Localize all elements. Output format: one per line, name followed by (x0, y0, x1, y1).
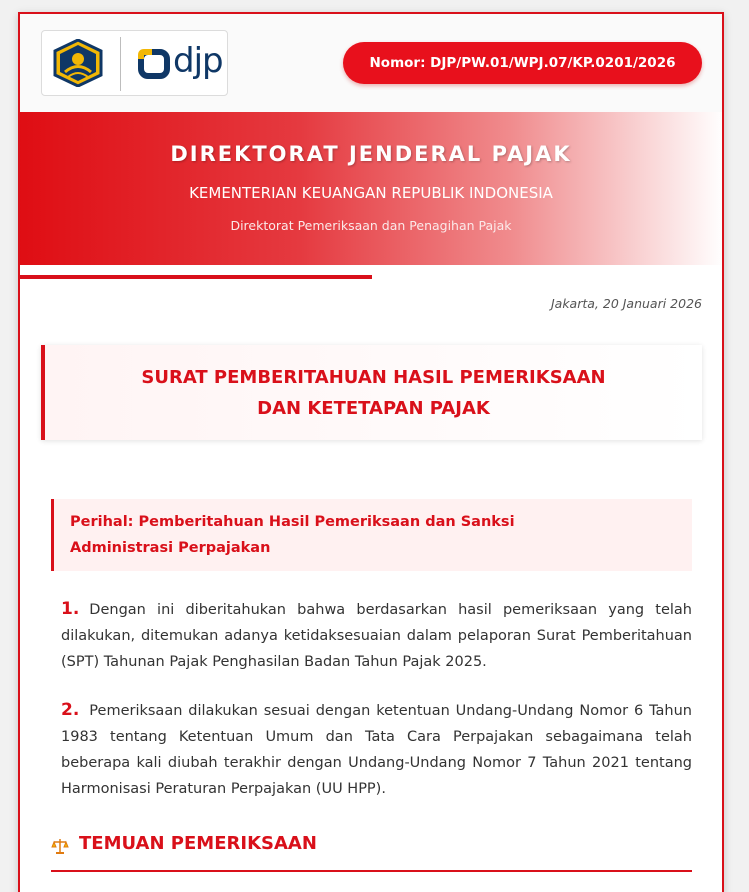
letter-date: Jakarta, 20 Januari 2026 (550, 296, 702, 311)
paragraph-1 (61, 596, 692, 675)
djp-mark-icon (138, 49, 170, 79)
accent-divider (20, 275, 372, 279)
perihal-box (51, 499, 692, 571)
section-heading-label: TEMUAN PEMERIKSAAN (79, 833, 317, 854)
paragraph-text: Dengan ini diberitahukan bahwa berdasarkan hasil pemeriksaan yang telah dilakukan, ditemukan adanya ketidaksesuaian dalam pelaporan Surat Pemberitahuan (SPT) Tahunan Pajak Penghasilan Badan Tahun Pajak 2025. (61, 602, 692, 670)
scales-icon (51, 837, 69, 855)
logo-box (41, 30, 228, 96)
banner-title: DIREKTORAT JENDERAL PAJAK (170, 142, 572, 166)
logo-divider (120, 37, 121, 91)
section-heading (51, 832, 692, 872)
letter-title-line1: SURAT PEMBERITAHUAN HASIL PEMERIKSAAN (141, 367, 606, 388)
letterhead-bar (20, 14, 722, 112)
paragraph-2 (61, 697, 692, 802)
letter-page (18, 12, 724, 892)
nomor-badge: Nomor: DJP/PW.01/WPJ.07/KP.0201/2026 (343, 42, 702, 84)
letter-title-line2: DAN KETETAPAN PAJAK (257, 398, 490, 419)
banner-subtitle: KEMENTERIAN KEUANGAN REPUBLIK INDONESIA (189, 184, 553, 202)
kemenkeu-crest-icon (52, 39, 104, 87)
paragraph-number: 2. (61, 700, 80, 720)
letter-title-box (41, 345, 702, 440)
banner-unit: Direktorat Pemeriksaan dan Penagihan Pajak (230, 218, 512, 233)
perihal-line1: Perihal: Pemberitahuan Hasil Pemeriksaan dan Sanksi (70, 514, 515, 530)
paragraph-text: Pemeriksaan dilakukan sesuai dengan ketentuan Undang-Undang Nomor 6 Tahun 1983 tentang Ketentuan Umum dan Tata Cara Perpajakan sebagaimana telah beberapa kali diubah terakhir dengan Undang-Undang Nomor 7 Tahun 2021 tentang Harmonisasi Peraturan Perpajakan (UU HPP). (61, 703, 692, 797)
djp-logo-text: djp (173, 41, 223, 81)
paragraph-number: 1. (61, 599, 80, 619)
perihal-line2: Administrasi Perpajakan (70, 540, 271, 556)
header-banner (18, 112, 724, 265)
